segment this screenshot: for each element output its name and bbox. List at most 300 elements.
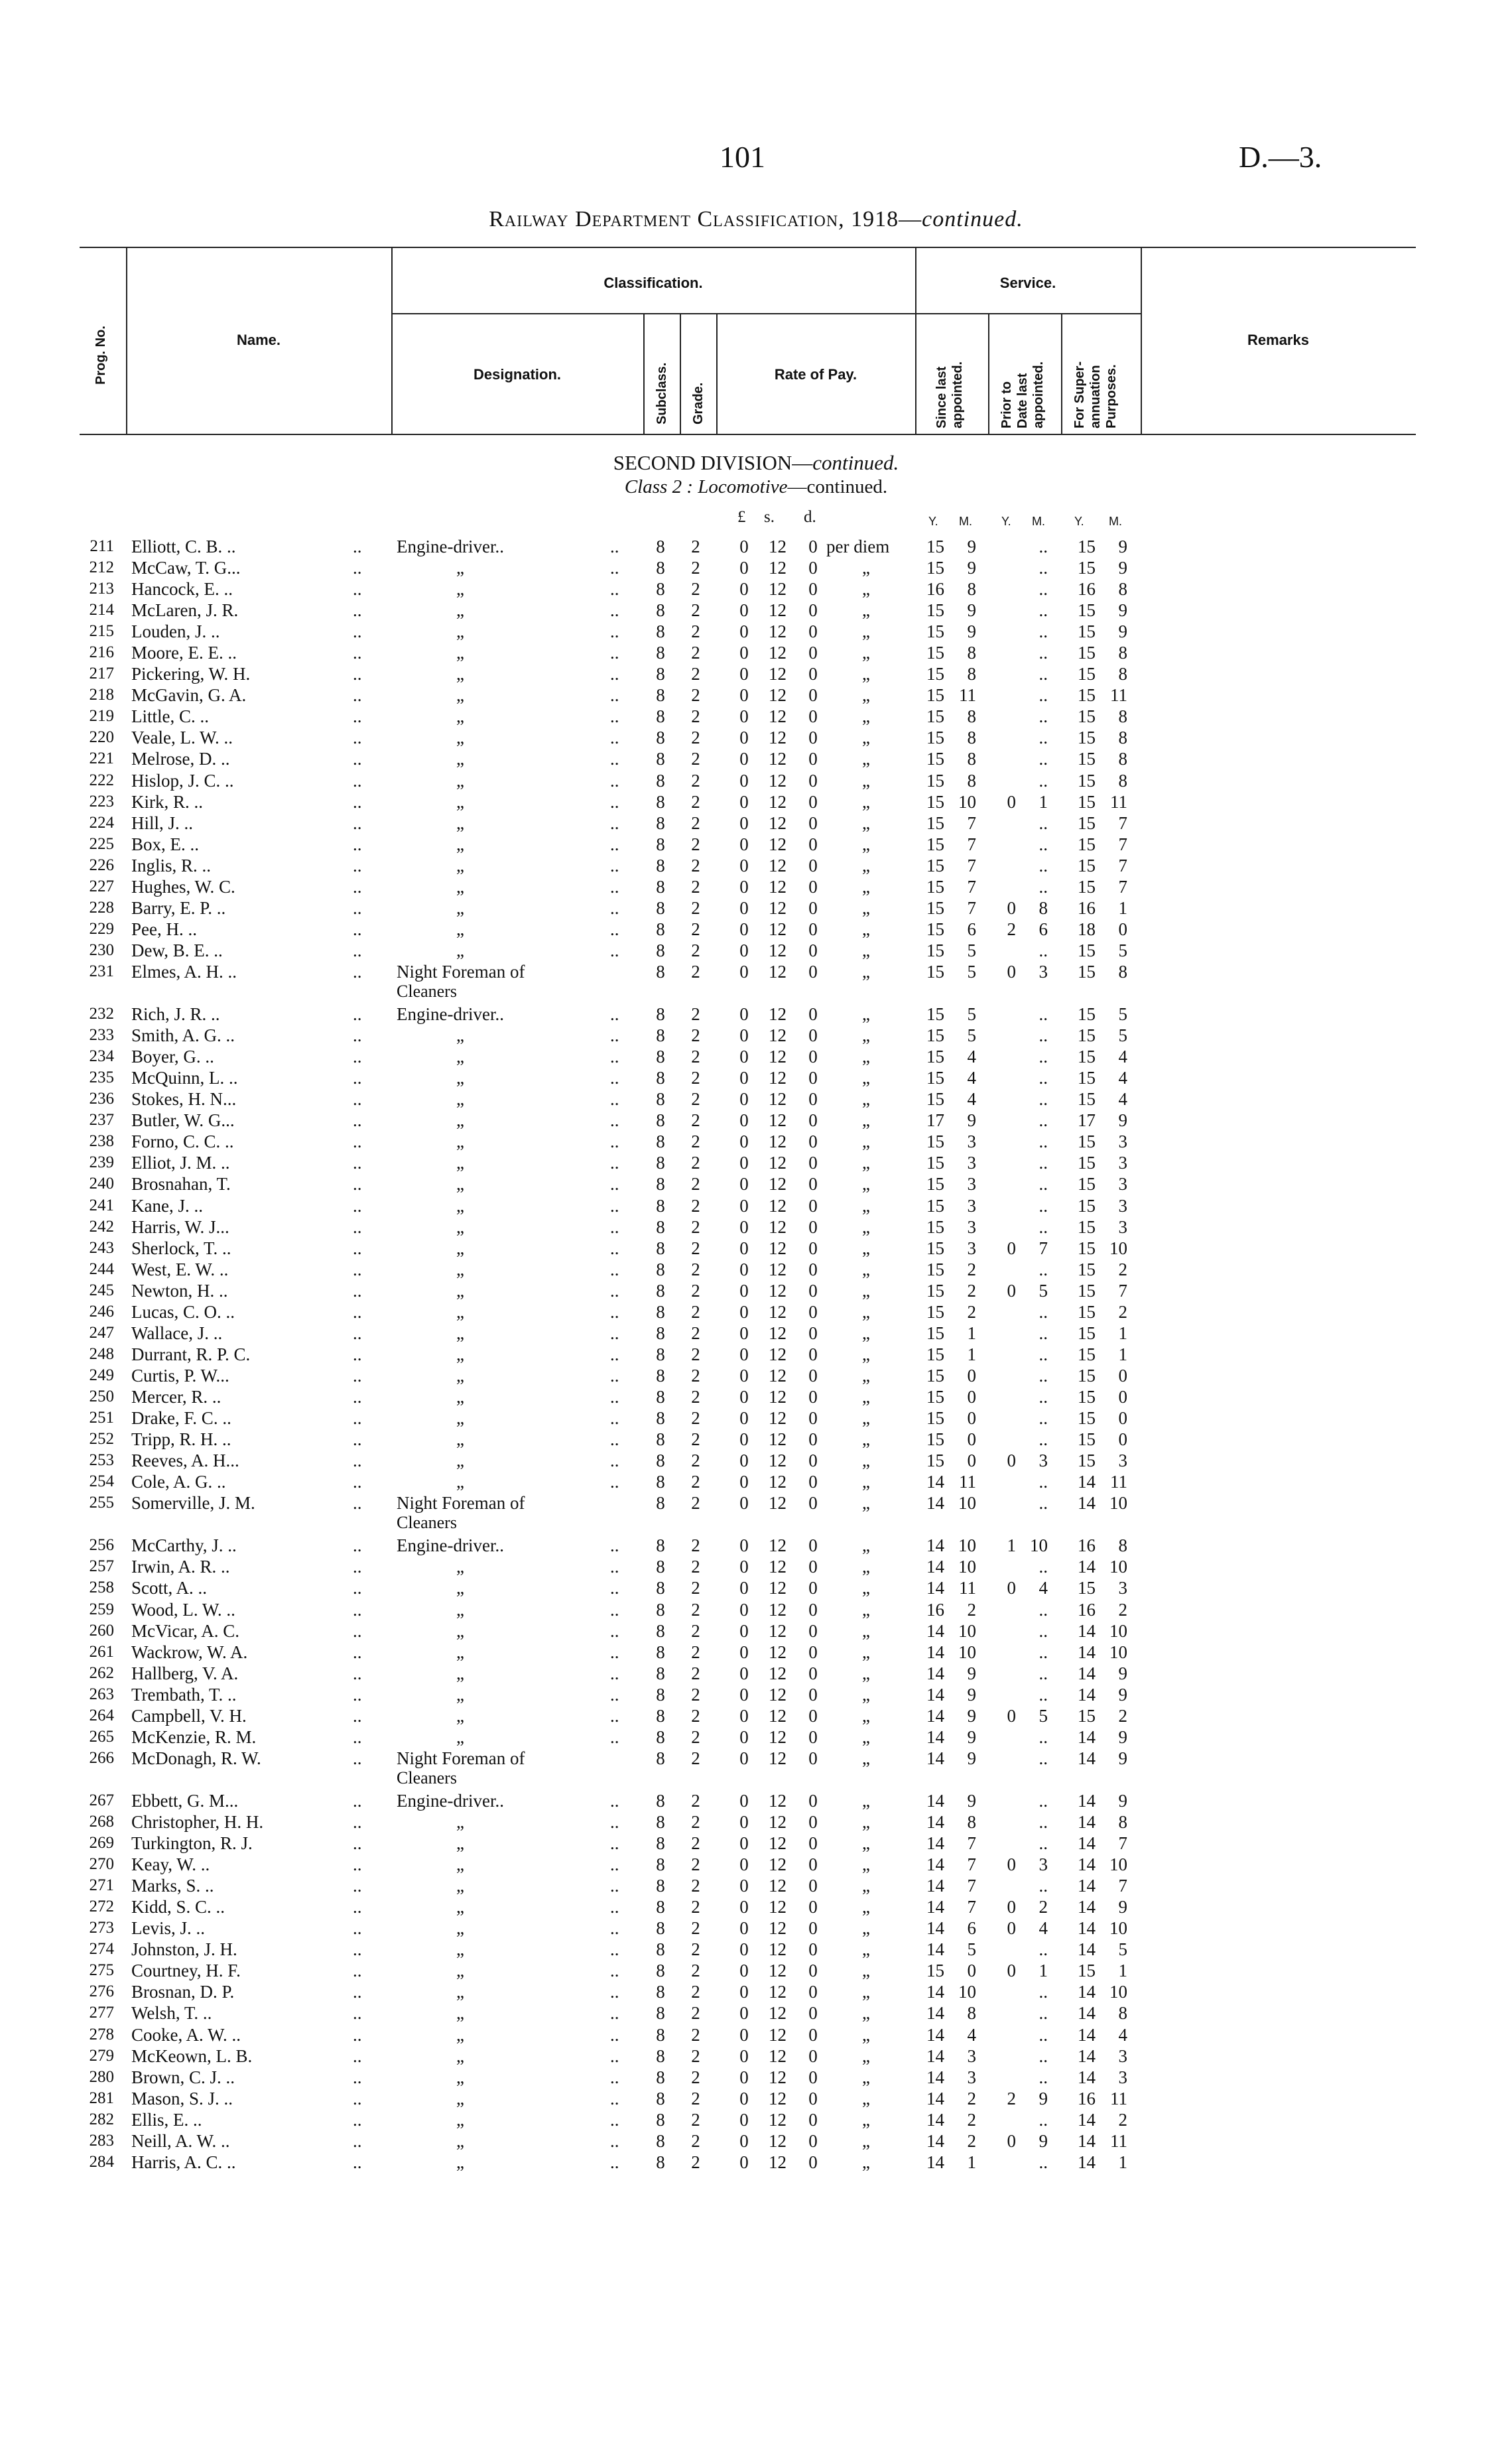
total-years: 15 (1078, 1387, 1096, 1407)
prior-months: .. (1039, 1600, 1048, 1620)
grade: 2 (691, 1706, 700, 1726)
since-years: 15 (926, 643, 944, 663)
total-months: 0 (1118, 1387, 1127, 1407)
total-years: 15 (1078, 1153, 1096, 1173)
table-row (0, 684, 1512, 706)
employee-name: Dew, B. E. .. (131, 940, 223, 960)
leader-dots: .. (610, 600, 619, 620)
subclass: 8 (656, 1387, 665, 1407)
table-row (0, 706, 1512, 727)
grade: 2 (691, 1004, 700, 1024)
employee-name: Ebbett, G. M... (131, 1791, 239, 1811)
prior-months: .. (1039, 685, 1048, 705)
pay-pounds: 0 (739, 1578, 749, 1598)
pay-pence: 0 (808, 1302, 818, 1322)
since-months: 8 (967, 1812, 976, 1832)
grade: 2 (691, 621, 700, 641)
leader-dots: .. (353, 1727, 362, 1747)
prior-years: 2 (1007, 919, 1016, 939)
leader-dots: .. (353, 1876, 362, 1896)
pay-unit: „ (862, 1706, 870, 1726)
prior-years: 0 (1007, 1897, 1016, 1917)
since-months: 4 (967, 1047, 976, 1067)
unit-since-years: Y. (928, 515, 938, 528)
grade: 2 (691, 1897, 700, 1917)
grade: 2 (691, 1302, 700, 1322)
prior-months: .. (1039, 2110, 1048, 2130)
since-months: 3 (967, 1217, 976, 1237)
prior-months: .. (1039, 1685, 1048, 1705)
total-months: 3 (1118, 1217, 1127, 1237)
pay-shillings: 12 (769, 1982, 787, 2002)
leader-dots: .. (610, 1727, 619, 1747)
employee-name: Kirk, R. .. (131, 792, 203, 812)
since-years: 15 (926, 1217, 944, 1237)
leader-dots: .. (353, 1153, 362, 1173)
employee-name: Barry, E. P. .. (131, 898, 226, 918)
leader-dots: .. (353, 1004, 362, 1024)
pay-shillings: 12 (769, 579, 787, 599)
pay-shillings: 12 (769, 2131, 787, 2151)
since-years: 15 (926, 898, 944, 918)
table-row (0, 1726, 1512, 1748)
leader-dots: .. (353, 579, 362, 599)
subclass: 8 (656, 1727, 665, 1747)
prog-no: 239 (89, 1153, 114, 1171)
pay-pounds: 0 (739, 1748, 749, 1768)
total-years: 15 (1078, 834, 1096, 854)
total-years: 15 (1078, 1302, 1096, 1322)
since-years: 14 (926, 2089, 944, 2108)
prior-years: 0 (1007, 1854, 1016, 1874)
grade: 2 (691, 2025, 700, 2045)
grade: 2 (691, 1089, 700, 1109)
prior-months: .. (1039, 1110, 1048, 1130)
total-months: 2 (1118, 1260, 1127, 1279)
total-months: 10 (1109, 1918, 1127, 1938)
prog-no: 264 (89, 1707, 114, 1724)
prior-years: 0 (1007, 1706, 1016, 1726)
prog-no: 283 (89, 2132, 114, 2150)
table-row (0, 2067, 1512, 2088)
total-months: 8 (1118, 1812, 1127, 1832)
total-months: 0 (1118, 1366, 1127, 1386)
since-years: 15 (926, 1196, 944, 1216)
pay-shillings: 12 (769, 1451, 787, 1470)
since-years: 14 (926, 1535, 944, 1555)
total-years: 14 (1078, 1939, 1096, 1959)
pay-pence: 0 (808, 2110, 818, 2130)
grade: 2 (691, 1727, 700, 1747)
since-years: 15 (926, 1153, 944, 1173)
pay-shillings: 12 (769, 1196, 787, 1216)
designation: „ (456, 2046, 464, 2066)
since-years: 14 (926, 2152, 944, 2172)
pay-unit: „ (862, 1004, 870, 1024)
prog-no: 255 (89, 1494, 114, 1512)
prior-months: .. (1039, 1982, 1048, 2002)
grade: 2 (691, 1472, 700, 1492)
designation: Engine-driver.. (397, 1535, 504, 1555)
employee-name: McKeown, L. B. (131, 2046, 253, 2066)
designation-line-2: Cleaners (397, 1513, 457, 1532)
total-years: 15 (1078, 1961, 1096, 1980)
total-months: 3 (1118, 1132, 1127, 1151)
pay-unit: „ (862, 749, 870, 769)
total-months: 11 (1110, 2089, 1127, 2108)
employee-name: Christopher, H. H. (131, 1812, 264, 1832)
prog-no: 226 (89, 856, 114, 874)
pay-unit: „ (862, 2046, 870, 2066)
pay-unit: „ (862, 1344, 870, 1364)
table-row (0, 2152, 1512, 2173)
prog-no: 212 (89, 558, 114, 576)
employee-name: Johnston, J. H. (131, 1939, 237, 1959)
since-years: 15 (926, 813, 944, 833)
leader-dots: .. (610, 1961, 619, 1980)
leader-dots: .. (353, 856, 362, 875)
grade: 2 (691, 1535, 700, 1555)
prior-months: .. (1039, 940, 1048, 960)
since-months: 0 (967, 1387, 976, 1407)
prog-no: 244 (89, 1260, 114, 1278)
prior-years: 1 (1007, 1535, 1016, 1555)
prog-no: 258 (89, 1579, 114, 1596)
total-months: 9 (1118, 558, 1127, 578)
prog-no: 233 (89, 1026, 114, 1044)
pay-pence: 0 (808, 1918, 818, 1938)
pay-shillings: 12 (769, 1748, 787, 1768)
prog-no: 257 (89, 1557, 114, 1575)
pay-pounds: 0 (739, 2003, 749, 2023)
designation: „ (456, 2131, 464, 2151)
since-months: 7 (967, 1897, 976, 1917)
prior-months: .. (1039, 1366, 1048, 1386)
total-months: 2 (1118, 2110, 1127, 2130)
division-title (0, 451, 1512, 475)
since-months: 8 (967, 771, 976, 791)
designation: „ (456, 834, 464, 854)
prior-years: 2 (1007, 2089, 1016, 2108)
table-row (0, 2002, 1512, 2024)
leader-dots: .. (610, 685, 619, 705)
total-years: 14 (1078, 1982, 1096, 2002)
since-years: 14 (926, 1642, 944, 1662)
since-months: 7 (967, 1833, 976, 1853)
subclass: 8 (656, 1918, 665, 1938)
pay-pence: 0 (808, 1727, 818, 1747)
pay-pence: 0 (808, 813, 818, 833)
subclass: 8 (656, 940, 665, 960)
since-years: 14 (926, 1833, 944, 1853)
grade: 2 (691, 1961, 700, 1980)
pay-pence: 0 (808, 1047, 818, 1067)
prog-no: 270 (89, 1855, 114, 1873)
since-months: 9 (967, 1727, 976, 1747)
pay-pounds: 0 (739, 919, 749, 939)
designation: „ (456, 1685, 464, 1705)
pay-unit: „ (862, 1196, 870, 1216)
leader-dots: .. (353, 1025, 362, 1045)
since-years: 14 (926, 1748, 944, 1768)
table-row (0, 2088, 1512, 2109)
total-years: 15 (1078, 1174, 1096, 1194)
since-years: 15 (926, 1025, 944, 1045)
subclass: 8 (656, 600, 665, 620)
pay-pence: 0 (808, 1217, 818, 1237)
subclass: 8 (656, 1089, 665, 1109)
pay-pounds: 0 (739, 1196, 749, 1216)
grade: 2 (691, 1344, 700, 1364)
leader-dots: .. (610, 1642, 619, 1662)
prior-months: .. (1039, 771, 1048, 791)
pay-pence: 0 (808, 1642, 818, 1662)
pay-unit: „ (862, 1833, 870, 1853)
leader-dots: .. (610, 1578, 619, 1598)
pay-shillings: 12 (769, 1535, 787, 1555)
employee-name: McVicar, A. C. (131, 1621, 240, 1641)
since-months: 8 (967, 749, 976, 769)
since-years: 15 (926, 1260, 944, 1279)
pay-unit: „ (862, 685, 870, 705)
pay-shillings: 12 (769, 813, 787, 833)
pay-unit: „ (862, 792, 870, 812)
since-years: 14 (926, 1557, 944, 1577)
designation: „ (456, 1025, 464, 1045)
prior-months: .. (1039, 1068, 1048, 1088)
pay-pounds: 0 (739, 1451, 749, 1470)
total-months: 8 (1118, 728, 1127, 747)
subclass: 8 (656, 1366, 665, 1386)
since-months: 8 (967, 706, 976, 726)
prior-years: 0 (1007, 1238, 1016, 1258)
leader-dots: .. (610, 877, 619, 897)
subclass: 8 (656, 1132, 665, 1151)
table-row (0, 2109, 1512, 2130)
since-months: 8 (967, 643, 976, 663)
since-months: 5 (967, 1004, 976, 1024)
subclass: 8 (656, 749, 665, 769)
since-months: 5 (967, 1025, 976, 1045)
designation: Night Foreman of (397, 962, 525, 982)
employee-name: Hislop, J. C. .. (131, 771, 234, 791)
table-row (0, 1620, 1512, 1642)
table-row (0, 2130, 1512, 2152)
designation: „ (456, 621, 464, 641)
total-years: 16 (1078, 1535, 1096, 1555)
prog-no: 224 (89, 814, 114, 832)
unit-pence: d. (804, 508, 816, 526)
leader-dots: .. (610, 1663, 619, 1683)
pay-shillings: 12 (769, 2067, 787, 2087)
leader-dots: .. (610, 771, 619, 791)
since-months: 7 (967, 856, 976, 875)
grade: 2 (691, 1132, 700, 1151)
prior-months: 1 (1039, 1961, 1048, 1980)
subclass: 8 (656, 1982, 665, 2002)
pay-unit: „ (862, 1557, 870, 1577)
pay-shillings: 12 (769, 1132, 787, 1151)
grade: 2 (691, 2067, 700, 2087)
since-months: 2 (967, 1302, 976, 1322)
employee-name: Hughes, W. C. (131, 877, 235, 897)
leader-dots: .. (353, 1557, 362, 1577)
since-months: 7 (967, 813, 976, 833)
pay-pence: 0 (808, 1897, 818, 1917)
prior-months: .. (1039, 643, 1048, 663)
designation: „ (456, 877, 464, 897)
leader-dots: .. (610, 856, 619, 875)
pay-shillings: 12 (769, 1047, 787, 1067)
total-months: 8 (1118, 962, 1127, 982)
pay-shillings: 12 (769, 1939, 787, 1959)
since-years: 15 (926, 1429, 944, 1449)
total-months: 11 (1110, 792, 1127, 812)
table-row (0, 1981, 1512, 2002)
pay-shillings: 12 (769, 1323, 787, 1343)
prog-no: 253 (89, 1451, 114, 1469)
employee-name: Smith, A. G. .. (131, 1025, 235, 1045)
since-months: 7 (967, 834, 976, 854)
since-months: 3 (967, 1174, 976, 1194)
pay-pounds: 0 (739, 2067, 749, 2087)
pay-unit: „ (862, 1876, 870, 1896)
pay-pounds: 0 (739, 728, 749, 747)
grade: 2 (691, 2110, 700, 2130)
pay-shillings: 12 (769, 877, 787, 897)
employee-name: Tripp, R. H. .. (131, 1429, 231, 1449)
employee-name: Elmes, A. H. .. (131, 962, 237, 982)
prog-no: 243 (89, 1239, 114, 1257)
pay-unit: „ (862, 1918, 870, 1938)
since-months: 6 (967, 1918, 976, 1938)
pay-pence: 0 (808, 1025, 818, 1045)
pay-pence: 0 (808, 1238, 818, 1258)
prog-no: 211 (90, 537, 114, 555)
prog-no: 278 (89, 2026, 114, 2043)
col-prior-to: Prior to Date last appointed. (999, 361, 1046, 428)
pay-pounds: 0 (739, 1408, 749, 1428)
total-months: 9 (1118, 1663, 1127, 1683)
pay-pounds: 0 (739, 621, 749, 641)
since-months: 3 (967, 2046, 976, 2066)
designation: „ (456, 1174, 464, 1194)
leader-dots: .. (353, 558, 362, 578)
leader-dots: .. (353, 1429, 362, 1449)
designation: „ (456, 1982, 464, 2002)
leader-dots: .. (610, 1621, 619, 1641)
prog-no: 241 (89, 1197, 114, 1214)
pay-pence: 0 (808, 1472, 818, 1492)
prog-no: 228 (89, 899, 114, 917)
total-years: 15 (1078, 1578, 1096, 1598)
leader-dots: .. (610, 664, 619, 684)
prog-no: 262 (89, 1664, 114, 1682)
col-divider (643, 313, 645, 434)
designation: „ (456, 1706, 464, 1726)
grade: 2 (691, 1366, 700, 1386)
pay-unit: „ (862, 1387, 870, 1407)
grade: 2 (691, 1939, 700, 1959)
prior-months: .. (1039, 1876, 1048, 1896)
total-years: 14 (1078, 1663, 1096, 1683)
pay-unit: „ (862, 1812, 870, 1832)
table-row (0, 1811, 1512, 1833)
employee-name: Drake, F. C. .. (131, 1408, 231, 1428)
prior-months: .. (1039, 1174, 1048, 1194)
subclass: 8 (656, 1578, 665, 1598)
pay-shillings: 12 (769, 1685, 787, 1705)
prior-months: .. (1039, 1833, 1048, 1853)
leader-dots: .. (610, 1196, 619, 1216)
pay-shillings: 12 (769, 1663, 787, 1683)
total-months: 10 (1109, 1557, 1127, 1577)
subclass: 8 (656, 1854, 665, 1874)
pay-unit: „ (862, 1323, 870, 1343)
grade: 2 (691, 771, 700, 791)
pay-pence: 0 (808, 1429, 818, 1449)
designation: „ (456, 1812, 464, 1832)
employee-name: Campbell, V. H. (131, 1706, 247, 1726)
table-row (0, 1344, 1512, 1365)
since-years: 15 (926, 664, 944, 684)
since-years: 15 (926, 940, 944, 960)
since-months: 9 (967, 1791, 976, 1811)
total-months: 2 (1118, 1706, 1127, 1726)
pay-shillings: 12 (769, 621, 787, 641)
since-months: 10 (958, 1621, 976, 1641)
designation: Engine-driver.. (397, 1004, 504, 1024)
since-years: 14 (926, 1578, 944, 1598)
grade: 2 (691, 1408, 700, 1428)
total-months: 5 (1118, 940, 1127, 960)
prior-months: 5 (1039, 1281, 1048, 1301)
employee-name: Neill, A. W. .. (131, 2131, 230, 2151)
designation-line-2: Cleaners (397, 1768, 457, 1787)
subclass: 8 (656, 1451, 665, 1470)
designation: „ (456, 1600, 464, 1620)
subclass: 8 (656, 2025, 665, 2045)
designation: „ (456, 1260, 464, 1279)
table-row (0, 1323, 1512, 1344)
total-months: 9 (1118, 621, 1127, 641)
pay-shillings: 12 (769, 1387, 787, 1407)
prior-months: .. (1039, 1260, 1048, 1279)
employee-name: Scott, A. .. (131, 1578, 208, 1598)
pay-pounds: 0 (739, 1110, 749, 1130)
pay-pounds: 0 (739, 1132, 749, 1151)
table-row (0, 1195, 1512, 1216)
employee-name: Trembath, T. .. (131, 1685, 237, 1705)
since-years: 14 (926, 1685, 944, 1705)
grade: 2 (691, 1982, 700, 2002)
prog-no: 235 (89, 1068, 114, 1086)
pay-unit: per diem (826, 537, 890, 556)
total-months: 9 (1118, 1748, 1127, 1768)
pay-shillings: 12 (769, 728, 787, 747)
pay-unit: „ (862, 940, 870, 960)
total-months: 4 (1118, 1068, 1127, 1088)
pay-shillings: 12 (769, 1578, 787, 1598)
pay-pence: 0 (808, 919, 818, 939)
division-continued: continued. (812, 451, 899, 474)
pay-unit: „ (862, 1535, 870, 1555)
since-years: 15 (926, 1451, 944, 1470)
prog-no: 271 (89, 1876, 114, 1894)
prior-years: 0 (1007, 898, 1016, 918)
leader-dots: .. (353, 1110, 362, 1130)
total-years: 14 (1078, 1472, 1096, 1492)
